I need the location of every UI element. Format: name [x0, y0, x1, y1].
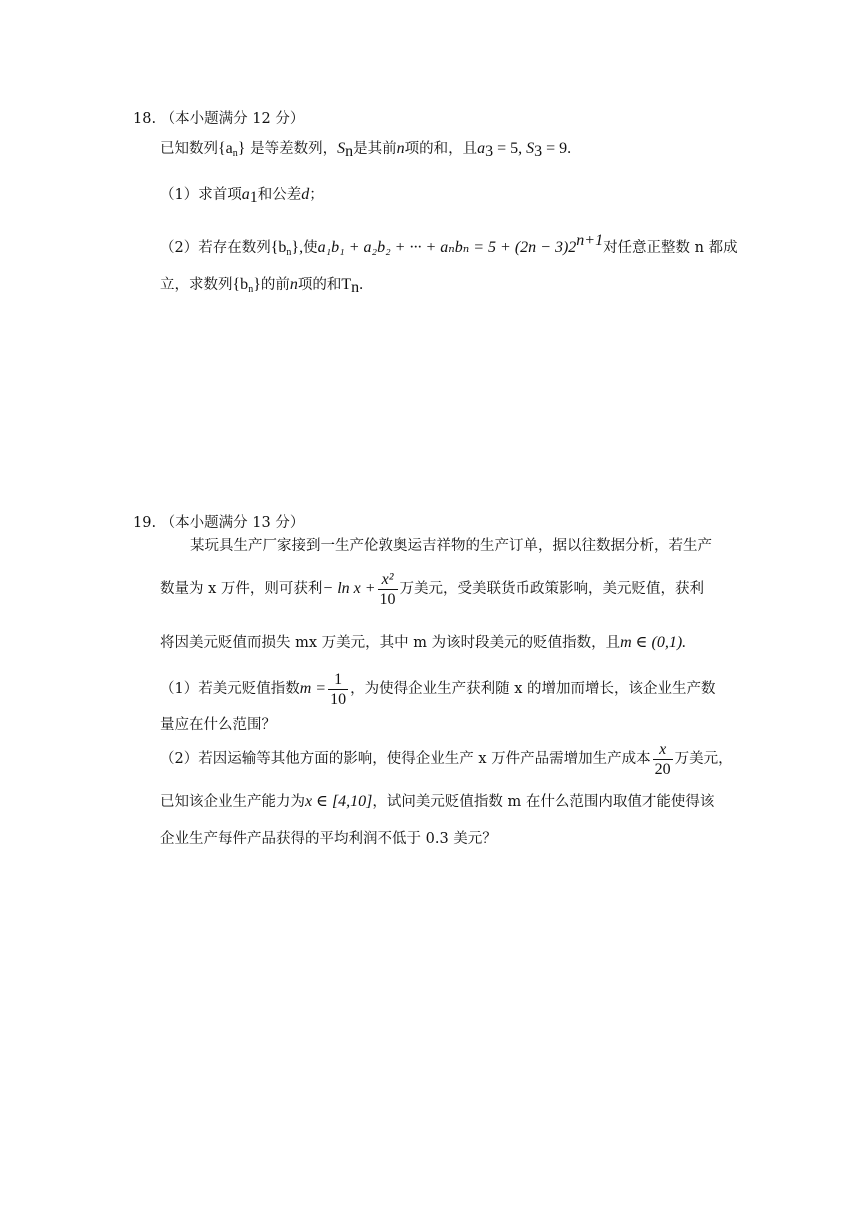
q18-header: 18. （本小题满分 12 分） — [133, 111, 305, 127]
fraction-x-over-20: $\frac{x}{20}$ — [654, 740, 671, 778]
q18-part1: （1）求首项$a_1$和公差d； — [160, 186, 324, 206]
q19-paragraph-line1: 某玩具生产厂家接到一生产伦敦奥运吉祥物的生产订单，据以往数据分析，若生产 — [190, 538, 712, 554]
q19-paragraph-line3: 将因美元贬值而损失 mx 万美元，其中 m 为该时段美元的贬值指数，且m ∈ (0,1). — [160, 634, 687, 651]
q19-part2-line2: 已知该企业生产能力为x ∈ [4,10]，试问美元贬值指数 m 在什么范围内取值才能使得该 — [160, 793, 715, 810]
q18-part2-continued: 立，求数列$\{b_n\}$的前n项的和$T_n$. — [160, 276, 364, 296]
q19-part1-line2: 量应在什么范围？ — [160, 717, 276, 733]
q18-stem: 已知数列$\{a_n\}$ 是等差数列，$S_n$是其前n项的和，且$a_3 = 5$, $S_3 = 9$. — [160, 140, 572, 160]
q18-part2: （2）若存在数列$\{b_n\}$,使a₁b₁ + a₂b₂ + ··· + $a_nb_n = 5 + (2n - 3)2^{n+1}$对任意正整数 n 都成 — [160, 232, 738, 258]
q19-paragraph-line2: 数量为 x 万件，则可获利− ln x + $\frac{\text{x²}}{10}$ 万美元，受美联货币政策影响，美元贬值，获利 — [160, 570, 705, 608]
q19-part2-line3: 企业生产每件产品获得的平均利润不低于 0.3 美元？ — [160, 831, 497, 847]
q19-header: 19. （本小题满分 13 分） — [133, 515, 305, 531]
fraction-x2-over-10: $\frac{\text{x²}}{10}$ — [379, 570, 396, 608]
fraction-1-over-10: $\frac{1}{10}$ — [330, 670, 347, 708]
q19-part1-line1: （1）若美元贬值指数m = $\frac{1}{10}$ ，为使得企业生产获利随 x 的增加而增长，该企业生产数 — [160, 670, 716, 708]
q19-part2-line1: （2）若因运输等其他方面的影响，使得企业生产 x 万件产品需增加生产成本 $\frac{x}{20}$ 万美元， — [160, 740, 733, 778]
